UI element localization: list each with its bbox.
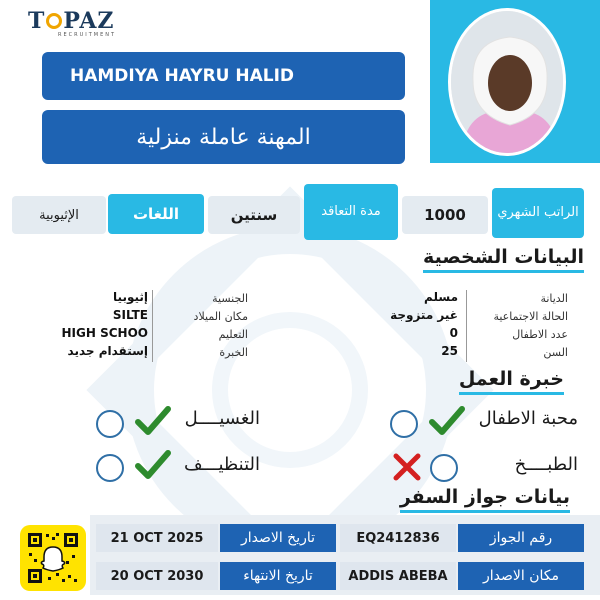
children-count-value: 0 (449, 326, 458, 340)
personal-info-heading: البيانات الشخصية (423, 246, 584, 273)
issue-date-label: تاريخ الاصدار (220, 524, 336, 552)
expiry-date-value: 20 OCT 2030 (96, 562, 218, 590)
issue-place-value: ADDIS ABEBA (340, 562, 456, 590)
skill-laundry-checkbox[interactable] (96, 410, 124, 438)
languages-value: الإثيوبية (12, 196, 106, 234)
work-experience-heading: خبرة العمل (459, 368, 564, 395)
experience-label: الخبرة (219, 346, 248, 359)
candidate-photo (448, 8, 566, 156)
birthplace-label: مكان الميلاد (193, 310, 248, 323)
nationality-value: إثيوبيا (113, 290, 148, 304)
issue-date-value: 21 OCT 2025 (96, 524, 218, 552)
check-icon (428, 404, 466, 438)
skill-childcare-label: محبة الاطفال (478, 408, 578, 429)
skill-laundry-label: الغسيــــل (184, 408, 260, 429)
check-icon (134, 404, 172, 438)
children-count-label: عدد الاطفال (512, 328, 568, 341)
logo-text-t: T (28, 8, 46, 34)
age-label: السن (543, 346, 568, 359)
topaz-logo (28, 8, 118, 42)
logo-tagline: RECRUITMENT (58, 32, 117, 38)
skill-cleaning-label: التنظيـــف (184, 454, 260, 475)
passport-number-value: EQ2412836 (340, 524, 456, 552)
snapchat-qr-icon[interactable] (20, 525, 86, 591)
experience-value: إستقدام جديد (67, 344, 148, 358)
skill-cooking-checkbox[interactable] (430, 454, 458, 482)
personal-left-divider (152, 290, 153, 362)
nationality-label: الجنسية (212, 292, 248, 305)
education-label: التعليم (218, 328, 248, 341)
salary-value: 1000 (402, 196, 488, 234)
skill-cooking-label: الطبــــخ (514, 454, 578, 475)
religion-label: الديانة (540, 292, 568, 305)
candidate-name: HAMDIYA HAYRU HALID (42, 52, 405, 100)
skill-cleaning-checkbox[interactable] (96, 454, 124, 482)
marital-status-value: غير متزوجة (390, 308, 458, 322)
cross-icon (388, 450, 426, 484)
birthplace-value: SILTE (112, 308, 148, 322)
profession-banner: المهنة عاملة منزلية (42, 110, 405, 164)
logo-o-mark (46, 13, 62, 29)
age-value: 25 (441, 344, 458, 358)
contract-label: مدة التعاقد (304, 184, 398, 240)
marital-status-label: الحالة الاجتماعية (493, 310, 568, 323)
issue-place-label: مكان الاصدار (458, 562, 584, 590)
check-icon (134, 448, 172, 482)
salary-label: الراتب الشهري (492, 188, 584, 238)
contract-value: سنتين (208, 196, 300, 234)
passport-heading: بيانات جواز السفر (400, 486, 570, 513)
passport-number-label: رقم الجواز (458, 524, 584, 552)
personal-right-divider (466, 290, 467, 362)
expiry-date-label: تاريخ الانتهاء (220, 562, 336, 590)
languages-label: اللغات (108, 194, 204, 234)
religion-value: مسلم (424, 290, 458, 304)
skill-childcare-checkbox[interactable] (390, 410, 418, 438)
education-value: HIGH SCHOO (61, 326, 148, 340)
logo-text-rest: PAZ (63, 8, 115, 34)
